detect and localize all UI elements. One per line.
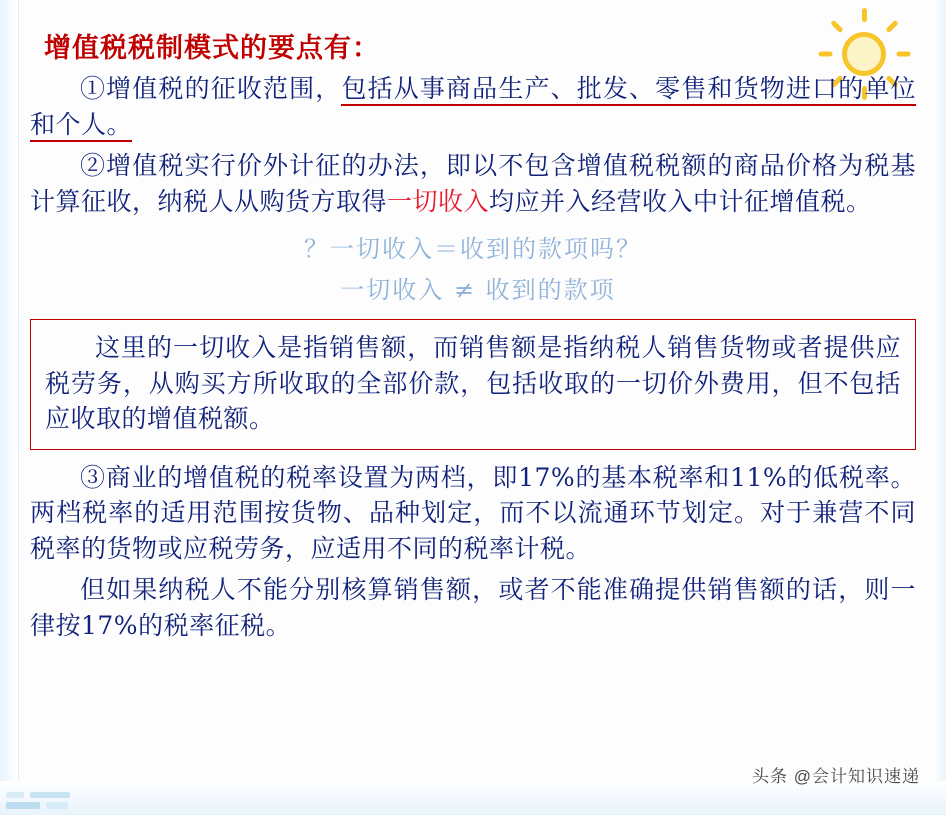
document-content <box>30 18 916 647</box>
highlight-box <box>30 319 916 450</box>
paragraph-3: ③商业的增值税的税率设置为两档，即17%的基本税率和11%的低税率。两档税率的适用范围按货物、品种划定，而不以流通环节划定。对于兼营不同税率的货物或应税劳务，应适用不同的税率计税。 <box>30 462 916 563</box>
paragraph-2-highlight: 一切收入 <box>387 186 490 216</box>
paragraph-1-underlined: 包括从事商品生产、批发、零售和货物进口的单位和个人。 <box>30 74 916 142</box>
left-border-decoration <box>0 0 19 815</box>
paragraph-1-prefix: ①增值税的征收范围， <box>80 74 342 103</box>
watermark: 头条 @会计知识速递 <box>752 767 920 786</box>
paragraph-2-part1: ②增值税实行价外计征的办法，即以不包含增值税税额的商品价格为税基计算征收，纳税人从购货方取得 <box>30 151 916 216</box>
right-border-decoration <box>934 0 946 815</box>
paragraph-2-part2: 均应并入经营收入中计征增值税。 <box>489 186 872 216</box>
paragraph-1 <box>30 71 916 142</box>
boxed-note-text: 这里的一切收入是指销售额，而销售额是指纳税人销售货物或者提供应税劳务，从购买方所收取的全部价款，包括收取的一切价外费用，但不包括应收取的增值税额。 <box>45 333 901 433</box>
question-line-2: 一切收入 ≠ 收到的款项 <box>340 276 616 304</box>
paragraph-4: 但如果纳税人不能分别核算销售额，或者不能准确提供销售额的话，则一律按17%的税率征税。 <box>30 575 916 640</box>
corner-decoration <box>6 783 126 809</box>
question-line-1: ？一切收入＝收到的款项吗？ <box>304 235 642 263</box>
paragraph-2 <box>30 148 916 219</box>
page-title: 增值税税制模式的要点有： <box>44 33 380 64</box>
